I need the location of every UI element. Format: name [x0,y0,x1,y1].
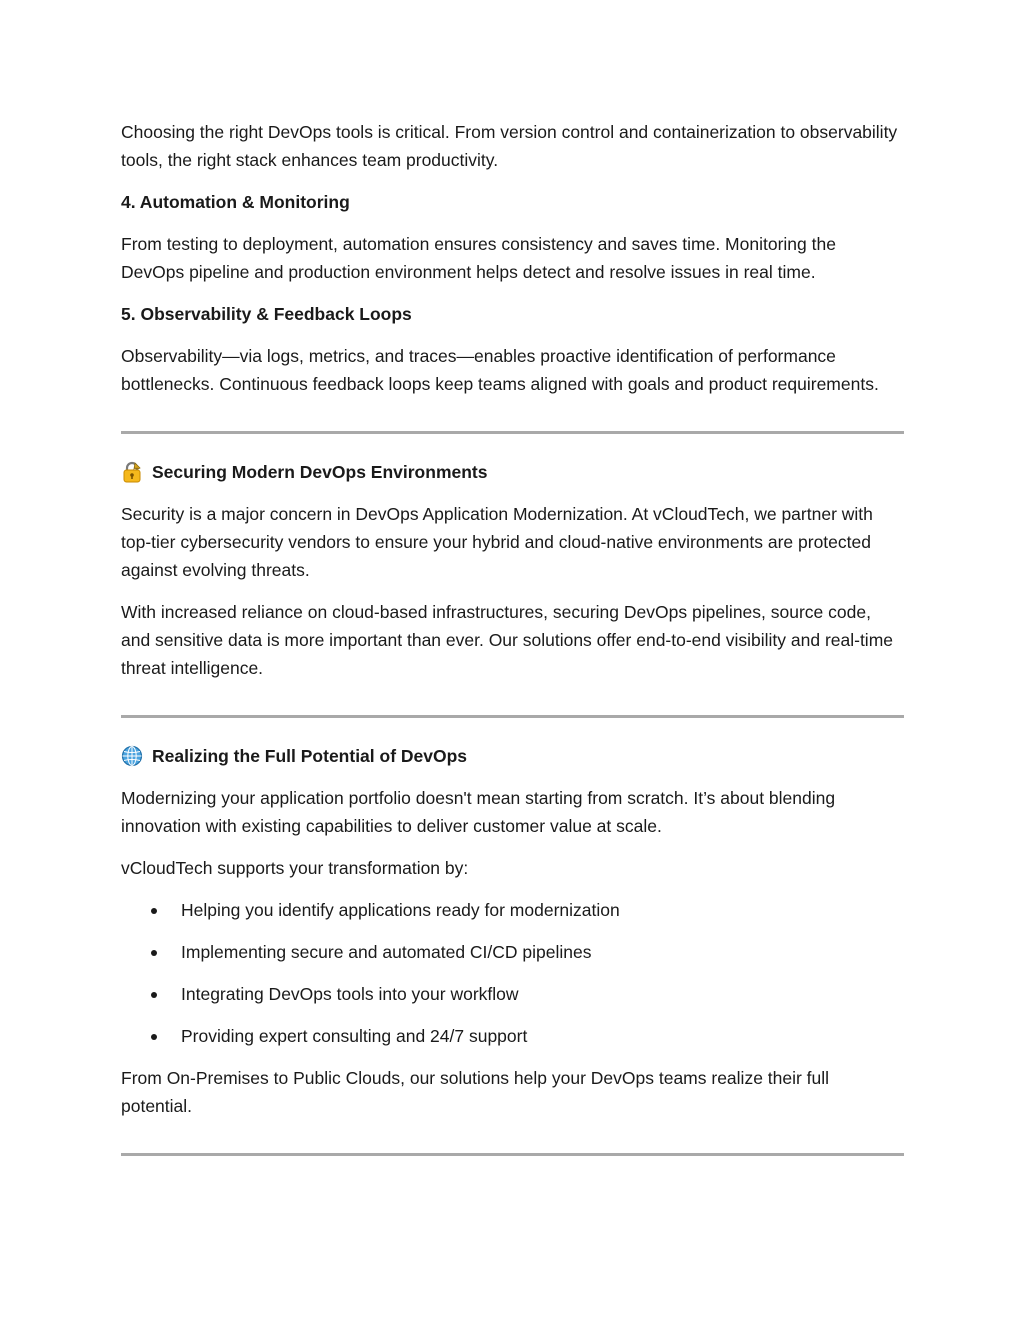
document-page [121,118,904,1156]
security-paragraph-1: Security is a major concern in DevOps Application Modernization. At vCloudTech, we partner with top-tier cybersecurity vendors to ensure your hybrid and cloud-native environments are protected against evolving threats. [121,504,873,580]
globe-icon [121,745,143,767]
observability-heading: 5. Observability & Feedback Loops [121,304,412,324]
section-divider [121,1153,904,1156]
security-heading-text: Securing Modern DevOps Environments [152,462,488,482]
potential-intro-paragraph: Modernizing your application portfolio doesn't mean starting from scratch. It’s about blending innovation with existing capabilities to deliver customer value at scale. [121,788,836,836]
lock-key-icon [121,461,143,483]
list-item: Helping you identify applications ready for modernization [121,896,904,924]
observability-paragraph: Observability—via logs, metrics, and traces—enables proactive identification of performance bottlenecks. Continuous feedback loops keep teams aligned with goals and product requirements. [121,346,879,394]
automation-paragraph: From testing to deployment, automation ensures consistency and saves time. Monitoring the DevOps pipeline and production environment helps detect and resolve issues in real time. [121,234,836,282]
intro-paragraph: Choosing the right DevOps tools is critical. From version control and containerization to observability tools, the right stack enhances team productivity. [121,122,898,170]
list-item: Providing expert consulting and 24/7 support [121,1022,904,1050]
list-item: Implementing secure and automated CI/CD pipelines [121,938,904,966]
section-divider [121,715,904,718]
potential-closing-paragraph: From On-Premises to Public Clouds, our solutions help your DevOps teams realize their full potential. [121,1068,830,1116]
support-list [121,896,904,1050]
bullet-icon [151,950,157,956]
automation-heading: 4. Automation & Monitoring [121,192,350,212]
list-item: Integrating DevOps tools into your workflow [121,980,904,1008]
section-divider [121,431,904,434]
bullet-icon [151,992,157,998]
security-paragraph-2: With increased reliance on cloud-based infrastructures, securing DevOps pipelines, source code, and sensitive data is more important than ever. Our solutions offer end-to-end visibility and real-time threat intelligence. [121,602,894,678]
bullet-icon [151,1034,157,1040]
potential-heading-text: Realizing the Full Potential of DevOps [152,746,468,766]
security-heading [121,458,904,486]
potential-lead-paragraph: vCloudTech supports your transformation by: [121,858,469,878]
bullet-icon [151,908,157,914]
potential-heading [121,742,904,770]
